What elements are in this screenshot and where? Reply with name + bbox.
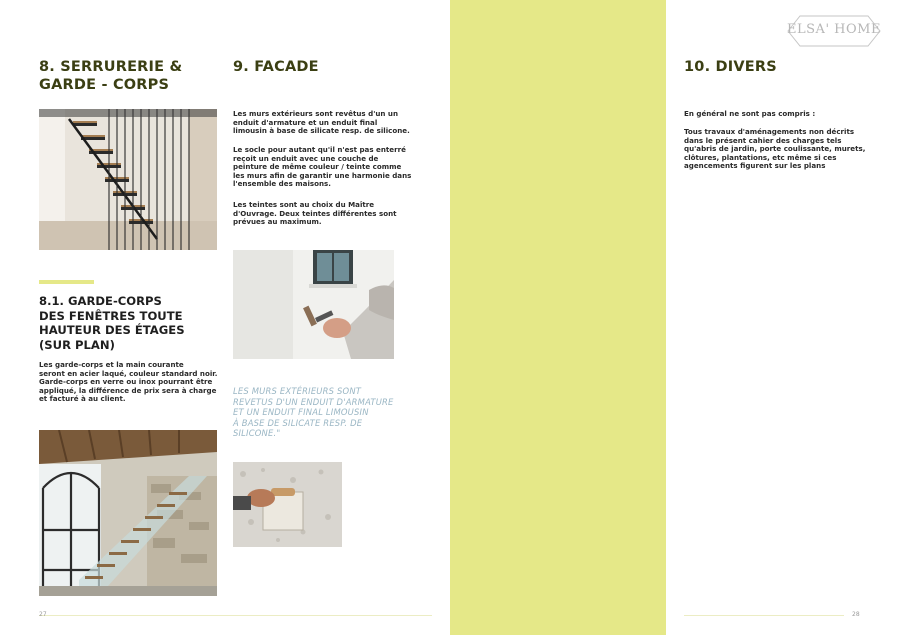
body-line: d'Ouvrage. Deux teintes différentes sont (233, 208, 397, 218)
section-8-1-title-line1: 8.1. GARDE-CORPS (39, 294, 162, 308)
section-9-paragraph-2 (233, 146, 433, 189)
body-line: Les teintes sont au choix du Maître (233, 200, 375, 209)
logo-text: ELSA' HOME (787, 22, 881, 37)
staircase-photo (39, 109, 217, 250)
body-line: Garde-corps en verre ou inox pourrant être (39, 377, 213, 386)
body-line: enduit d'armature et un enduit final (233, 117, 378, 127)
section-9-paragraph-3 (233, 201, 433, 227)
section-10-intro: En général ne sont pas compris : (684, 109, 816, 118)
section-10-title: 10. DIVERS (684, 59, 777, 75)
body-line: prévues au maximum. (233, 217, 322, 226)
body-line: Les murs extérieurs sont revêtus d'un un (233, 109, 399, 118)
section-8-title (39, 58, 182, 94)
section-8-title-line1: 8. SERRURERIE & (39, 59, 183, 75)
body-line: seront en acier laqué, couleur standard noir. (39, 368, 218, 378)
section-9-title: 9. FACADE (233, 59, 319, 75)
page-number-right: 28 (852, 611, 860, 618)
footer-line (39, 615, 432, 616)
section-8-1-title-line3: HAUTEUR DES ÉTAGES (39, 323, 185, 337)
body-line: dans le présent cahier des charges tels (684, 135, 842, 145)
body-line: Le socle pour autant qu'il n'est pas enterré (233, 145, 406, 154)
section-8-1-title-line2: DES FENÊTRES TOUTE (39, 308, 183, 323)
body-line: et facturé à au client. (39, 394, 126, 403)
section-10-body (684, 128, 884, 171)
body-line: reçoit un enduit avec une couche de (233, 153, 379, 163)
quote-line: SILICONE." (233, 428, 281, 439)
body-line: qu'abris de jardin, porte coulissante, murets, (684, 144, 866, 153)
section-8-1-title (39, 294, 229, 352)
section-9-paragraph-1 (233, 110, 433, 136)
section-8-1-body (39, 361, 224, 404)
body-line: Les garde-corps et la main courante (39, 360, 184, 369)
section-8-title-line2: GARDE - CORPS (39, 77, 170, 93)
body-line: peinture de même couleur / teinte comme (233, 162, 402, 171)
elsa-home-logo (782, 12, 886, 50)
facade-quote (233, 386, 433, 439)
yellow-accent-band (450, 0, 666, 635)
quote-line: À BASE DE SILICATE RESP. DE (233, 417, 363, 428)
quote-line: ET UN ENDUIT FINAL LIMOUSIN (233, 407, 369, 418)
glass-staircase-photo (39, 430, 217, 596)
footer-line (684, 615, 844, 616)
section-accent-bar (39, 280, 94, 284)
body-line: l'ensemble des maisons. (233, 179, 331, 188)
body-line: les murs afin de garantir une harmonie dans (233, 170, 412, 180)
quote-line: LES MURS EXTÉRIEURS SONT (233, 386, 362, 396)
body-line: appliqué, la différence de prix sera à charge (39, 385, 217, 395)
quote-line: REVETUS D'UN ENDUIT D'ARMATURE (233, 396, 394, 407)
body-line: Tous travaux d'aménagements non décrits (684, 127, 855, 136)
body-line: agencements figurent sur les plans (684, 161, 826, 170)
body-line: limousin à base de silicate resp. de silicone. (233, 126, 410, 135)
trowel-photo (233, 462, 342, 547)
plastering-photo (233, 250, 394, 359)
right-page (450, 0, 900, 635)
body-line: clôtures, plantations, etc même si ces (684, 152, 837, 162)
page-number-left: 27 (39, 611, 47, 618)
section-8-1-title-line4: (SUR PLAN) (39, 337, 115, 352)
